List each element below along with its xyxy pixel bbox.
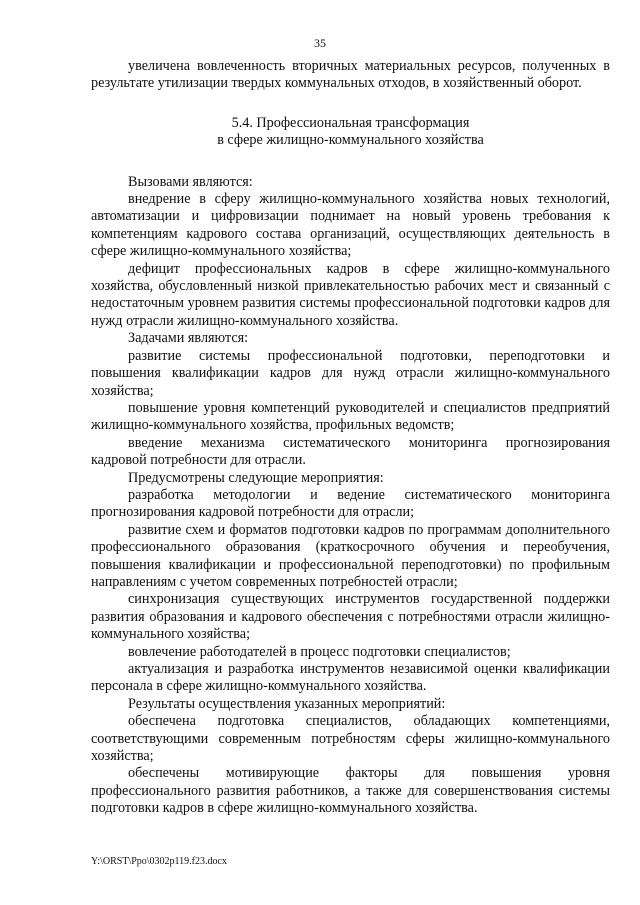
measure-item: разработка методологии и ведение систематического мониторинга прогнозирования кадровой потребности для отрасли; [91, 486, 610, 521]
section-title-line-1: 5.4. Профессиональная трансформация [231, 114, 470, 131]
results-heading: Результаты осуществления указанных мероприятий: [128, 695, 446, 712]
measure-item: актуализация и разработка инструментов независимой оценки квалификации персонала в сфере жилищно-коммунального хозяйства. [91, 661, 610, 695]
measure-item: синхронизация существующих инструментов государственной поддержки развития образования и кадрового обеспечения с потребностями отрасли жилищно-коммунального хозяйства; [91, 591, 610, 643]
tasks-heading: Задачами являются: [128, 330, 249, 347]
section-title [91, 115, 610, 150]
document-body [91, 58, 610, 818]
page-number: 35 [314, 36, 326, 50]
challenge-item: внедрение в сферу жилищно-коммунального хозяйства новых технологий, автоматизации и цифровизации поднимает на новый уровень требования к компетенциям кадрового состава организаций, осуществляющих деятельность в сфере жилищно-коммунального хозяйства; [91, 191, 610, 260]
task-item: введение механизма систематического мониторинга прогнозирования кадровой потребности для отрасли. [91, 434, 610, 469]
challenge-item: дефицит профессиональных кадров в сфере жилищно-коммунального хозяйства, обусловленный низкой привлекательностью рабочих мест и связанный с недостаточным уровнем развития системы профессиональной подготовки кадров для нужд отрасли жилищно-коммунального хозяйства. [91, 260, 610, 329]
task-item: развитие системы профессиональной подготовки, переподготовки и повышения квалификации кадров для нужд отрасли жилищно-коммунального хозяйства; [91, 347, 610, 399]
intro-paragraph: увеличена вовлеченность вторичных материальных ресурсов, полученных в результате утилизации твердых коммунальных отходов, в хозяйственный оборот. [91, 58, 610, 92]
measures-heading: Предусмотрены следующие мероприятия: [128, 469, 384, 486]
challenges-heading: Вызовами являются: [128, 173, 253, 190]
result-item: обеспечены мотивирующие факторы для повышения уровня профессионального развития работников, а также для совершенствования системы подготовки кадров в сфере жилищно-коммунального хозяйства. [91, 765, 610, 817]
task-item: повышение уровня компетенций руководителей и специалистов предприятий жилищно-коммунального хозяйства, профильных ведомств; [91, 399, 610, 434]
result-item: обеспечена подготовка специалистов, обладающих компетенциями, соответствующими современным потребностям сферы жилищно-коммунального хозяйства; [91, 713, 610, 765]
section-title-line-2: в сфере жилищно-коммунального хозяйства [217, 132, 484, 149]
measure-item: развитие схем и форматов подготовки кадров по программам дополнительного профессионального образования (краткосрочного обучения и переобучения, повышения квалификации и профессиональной переподготовки) по профильным направлениям с учетом современных потребностей отрасли; [91, 521, 610, 590]
measure-item: вовлечение работодателей в процесс подготовки специалистов; [128, 643, 511, 660]
footer-file-path: Y:\ORST\Ppo\0302p119.f23.docx [91, 856, 227, 867]
